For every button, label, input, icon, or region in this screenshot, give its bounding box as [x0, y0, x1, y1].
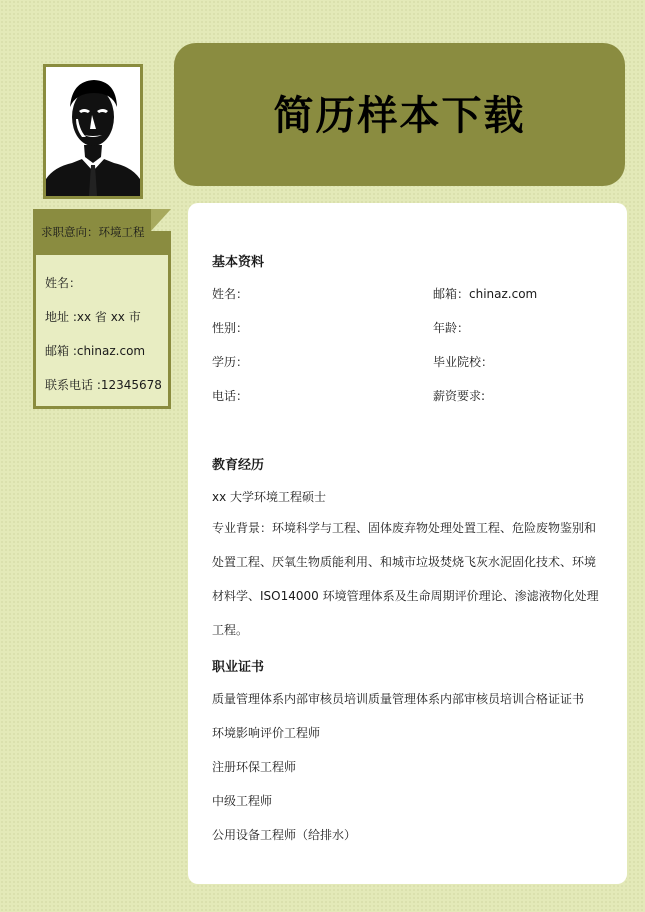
resume-card	[188, 203, 627, 884]
portrait-silhouette	[46, 67, 140, 196]
title-banner	[174, 43, 625, 186]
contact-panel	[33, 255, 171, 409]
cert-item: 中级工程师	[212, 794, 273, 808]
basic-name: 姓名：	[212, 287, 249, 301]
cert-item: 注册环保工程师	[212, 760, 297, 774]
page-title: 简历样本下载	[273, 93, 526, 139]
basic-email: 邮箱：chinaz.com	[433, 287, 538, 301]
contact-address: 地址 :xx 省 xx 市	[45, 310, 141, 324]
basic-salary: 薪资要求:	[433, 389, 486, 403]
education-degree: xx 大学环境工程硕士	[212, 490, 327, 504]
cert-item: 环境影响评价工程师	[212, 726, 321, 740]
tab-fold-corner	[151, 209, 171, 231]
basic-school: 毕业院校：	[433, 355, 494, 369]
cert-item: 质量管理体系内部审核员培训质量管理体系内部审核员培训合格证证书	[212, 692, 585, 706]
section-certs-title: 职业证书	[212, 660, 265, 675]
cert-item: 公用设备工程师（给排水）	[212, 828, 357, 842]
profile-photo	[43, 64, 143, 199]
section-basic-title: 基本资料	[212, 255, 265, 270]
basic-phone: 电话：	[212, 389, 249, 403]
basic-education: 学历：	[212, 355, 249, 369]
basic-gender: 性别：	[212, 321, 249, 335]
basic-age: 年龄：	[433, 321, 470, 335]
job-intent-tab	[33, 209, 151, 255]
education-background: 专业背景：环境科学与工程、固体废弃物处理处置工程、危险废物鉴别和处置工程、厌氧生物质能利用、和城市垃圾焚烧飞灰水泥固化技术、环境材料学、ISO14000 环境管理体系及生命周期评价理论、渗滤液物化处理工程。	[212, 521, 599, 637]
contact-name: 姓名：	[45, 276, 82, 290]
section-education-title: 教育经历	[212, 458, 265, 473]
contact-email: 邮箱 :chinaz.com	[45, 344, 146, 358]
job-intent-label: 求职意向：环境工程	[41, 225, 145, 239]
contact-phone: 联系电话 :12345678	[45, 378, 162, 392]
